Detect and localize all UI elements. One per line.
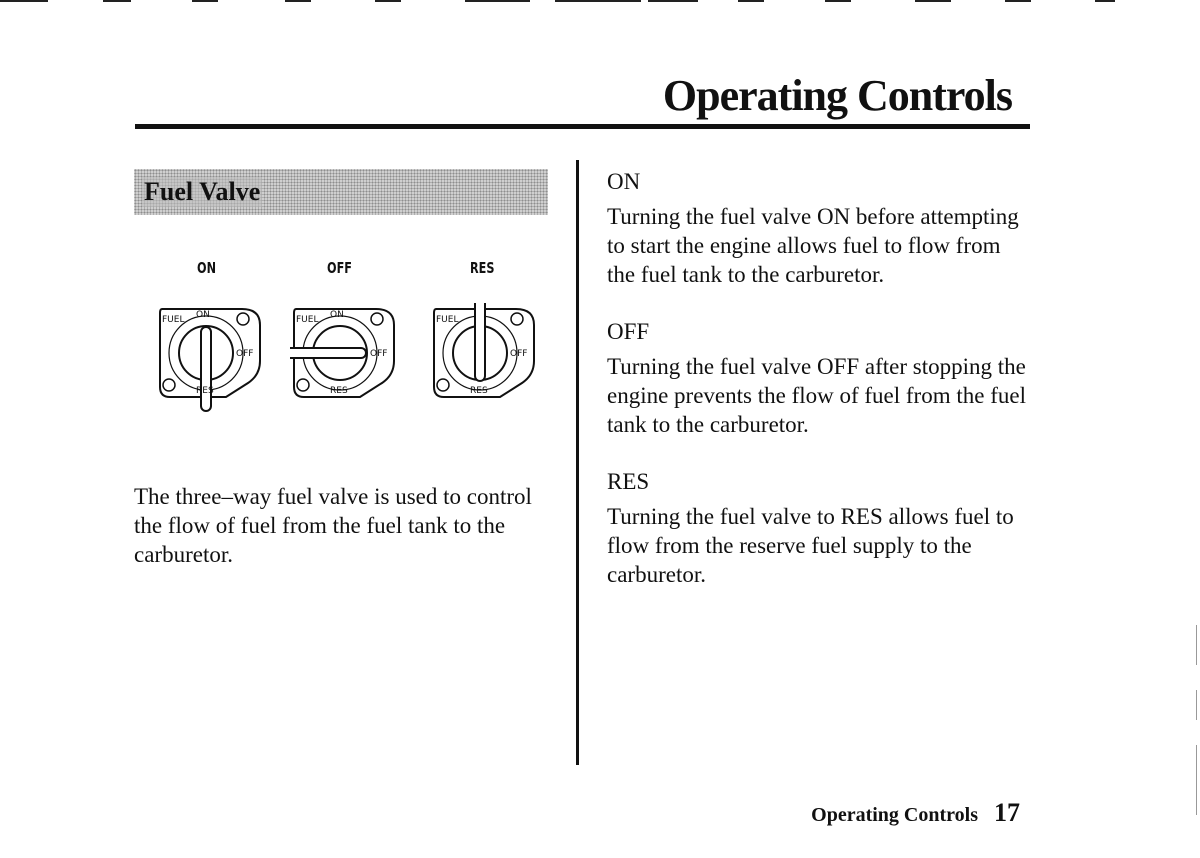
position-entry-off (607, 317, 1027, 439)
page-number: 17 (994, 798, 1020, 827)
position-label-res: RES (470, 259, 495, 277)
section-title: Fuel Valve (144, 177, 261, 206)
fuel-valve-on-illustration (156, 303, 268, 421)
position-entry-res (607, 467, 1027, 589)
valve-res-off-text: OFF (510, 349, 528, 359)
position-term: RES (607, 469, 650, 494)
fuel-valve-res-illustration (430, 303, 542, 421)
position-entry-on (607, 167, 1027, 289)
position-description: Turning the fuel valve ON before attempting to start the engine allows fuel to flow from the fuel tank to the carburetor. (607, 204, 1019, 287)
valve-off-on-text: ON (330, 310, 344, 320)
valve-positions-list (607, 167, 1027, 589)
valve-off-fuel-text: FUEL (296, 315, 319, 325)
position-label-off: OFF (327, 259, 352, 277)
top-edge-marks (0, 0, 1200, 6)
section-banner (134, 169, 548, 215)
valve-on-res-text: RES (196, 386, 214, 396)
valve-res-res-text: RES (470, 386, 488, 396)
page-title: Operating Controls (662, 71, 1012, 120)
position-label-on: ON (197, 259, 216, 277)
valve-off-off-text: OFF (370, 349, 388, 359)
page-footer (811, 798, 1020, 828)
title-rule (135, 124, 1030, 129)
footer-section-label: Operating Controls (811, 804, 978, 826)
position-description: Turning the fuel valve OFF after stopping the engine prevents the flow of fuel from the fuel tank to the carburetor. (607, 354, 1026, 437)
position-term: OFF (607, 319, 650, 344)
valve-on-on-text: ON (196, 310, 210, 320)
fuel-valve-off-illustration (290, 303, 402, 421)
fuel-valve-intro: The three–way fuel valve is used to control the flow of fuel from the fuel tank to the carburetor. (134, 484, 532, 567)
position-description: Turning the fuel valve to RES allows fuel to flow from the reserve fuel supply to the carburetor. (607, 504, 1014, 587)
fuel-valve-diagram (150, 255, 550, 425)
valve-off-res-text: RES (330, 386, 348, 396)
valve-on-fuel-text: FUEL (162, 315, 185, 325)
position-term: ON (607, 169, 641, 194)
valve-on-off-text: OFF (236, 349, 254, 359)
valve-res-fuel-text: FUEL (436, 315, 459, 325)
column-divider (576, 160, 579, 765)
